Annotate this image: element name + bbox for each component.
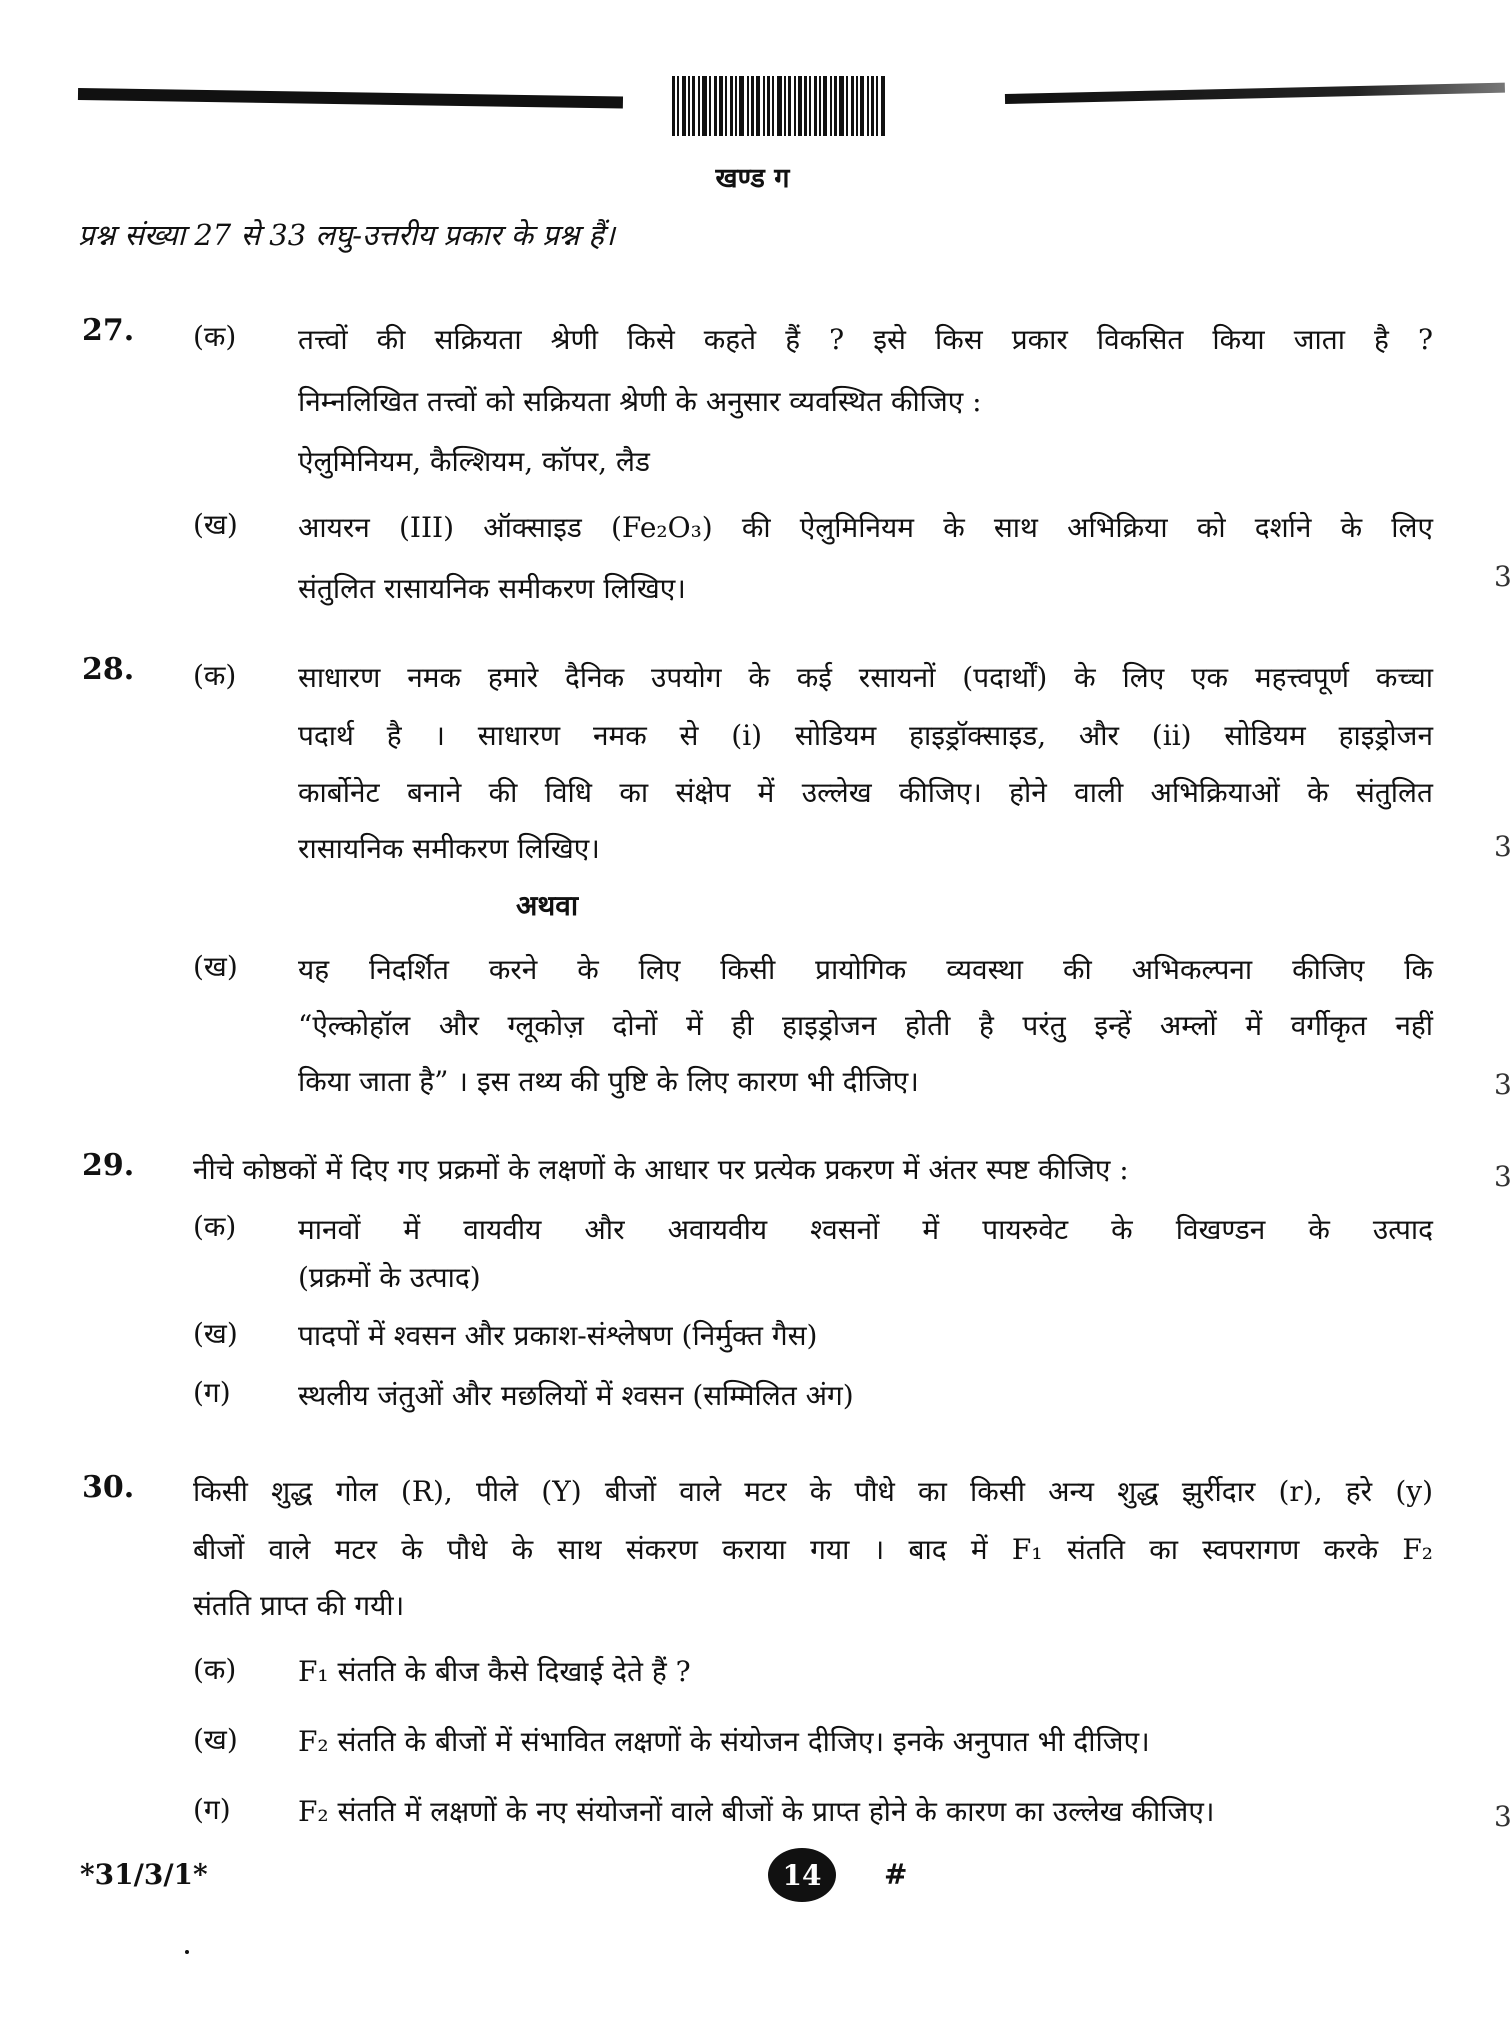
- q30-part-b-text: F₂ संतति के बीजों में संभावित लक्षणों के संयोजन दीजिए। इनके अनुपात भी दीजिए।: [298, 1725, 1150, 1758]
- header-rule-left: [78, 88, 623, 109]
- q29-part-a-line-2: (प्रक्रमों के उत्पाद): [298, 1261, 481, 1294]
- q28-part-b-line-3: किया जाता है” । इस तथ्य की पुष्टि के लिए कारण भी दीजिए।: [298, 1065, 919, 1098]
- q28-part-a-marks: 3: [1494, 830, 1512, 863]
- q29-part-b-label: (ख): [193, 1317, 238, 1350]
- page-number: 14: [782, 1858, 822, 1892]
- q27-part-b-label: (ख): [193, 508, 238, 541]
- q30-part-a-label: (क): [193, 1653, 237, 1686]
- q29-marks: 3: [1494, 1160, 1512, 1193]
- q30-stem-line-2: बीजों वाले मटर के पौधे के साथ संकरण कराया गया । बाद में F₁ संतति का स्वपरागण करके F₂: [193, 1533, 1433, 1566]
- q28-part-b-line-1: यह निदर्शित करने के लिए किसी प्रायोगिक व्यवस्था की अभिकल्पना कीजिए कि: [298, 953, 1433, 986]
- question-number-30: 30.: [82, 1470, 135, 1505]
- or-separator: अथवा: [516, 889, 579, 922]
- question-number-29: 29.: [82, 1148, 135, 1183]
- q30-part-a-text: F₁ संतति के बीज कैसे दिखाई देते हैं ?: [298, 1655, 691, 1688]
- q30-part-c-label: (ग): [193, 1793, 231, 1826]
- q29-part-a-line-1: मानवों में वायवीय और अवायवीय श्वसनों में पायरुवेट के विखण्डन के उत्पाद: [298, 1213, 1433, 1246]
- q30-part-c-text: F₂ संतति में लक्षणों के नए संयोजनों वाले बीजों के प्राप्त होने के कारण का उल्लेख कीजिए।: [298, 1795, 1215, 1828]
- hash-mark: #: [884, 1858, 908, 1891]
- section-title: खण्ड ग: [715, 163, 790, 194]
- q28-part-a-line-1: साधारण नमक हमारे दैनिक उपयोग के कई रसायनों (पदार्थों) के लिए एक महत्त्वपूर्ण कच्चा: [298, 661, 1433, 694]
- q28-part-a-line-2: पदार्थ है । साधारण नमक से (i) सोडियम हाइड्रॉक्साइड, और (ii) सोडियम हाइड्रोजन: [298, 719, 1433, 752]
- q29-part-c-text: स्थलीय जंतुओं और मछलियों में श्वसन (सम्मिलित अंग): [298, 1379, 854, 1412]
- q27-part-a-line-2: निम्नलिखित तत्त्वों को सक्रियता श्रेणी के अनुसार व्यवस्थित कीजिए :: [298, 385, 982, 418]
- q28-part-b-marks: 3: [1494, 1068, 1512, 1101]
- q28-part-b-label: (ख): [193, 950, 238, 983]
- barcode: [672, 76, 960, 136]
- section-intro: प्रश्न संख्या 27 से 33 लघु-उत्तरीय प्रकार के प्रश्न हैं।: [78, 218, 615, 252]
- q29-part-c-label: (ग): [193, 1376, 231, 1409]
- q29-stem: नीचे कोष्ठकों में दिए गए प्रक्रमों के लक्षणों के आधार पर प्रत्येक प्रकरण में अंतर स्पष्ट कीजिए :: [193, 1153, 1129, 1186]
- page-number-badge: [768, 1848, 836, 1902]
- question-number-28: 28.: [82, 652, 135, 687]
- q28-part-a-line-3: कार्बोनेट बनाने की विधि का संक्षेप में उल्लेख कीजिए। होने वाली अभिक्रियाओं के संतुलित: [298, 776, 1433, 809]
- q27-marks: 3: [1494, 560, 1512, 593]
- q27-part-a-line-3: ऐलुमिनियम, कैल्शियम, कॉपर, लैड: [298, 445, 650, 478]
- q30-stem-line-1: किसी शुद्ध गोल (R), पीले (Y) बीजों वाले मटर के पौधे का किसी अन्य शुद्ध झुर्रीदार (r), हरे (y): [193, 1475, 1433, 1508]
- q29-part-a-label: (क): [193, 1210, 237, 1243]
- q28-part-a-line-4: रासायनिक समीकरण लिखिए।: [298, 832, 600, 865]
- stray-dot: [185, 1950, 189, 1954]
- paper-code: *31/3/1*: [80, 1858, 208, 1891]
- q30-marks: 3: [1494, 1800, 1512, 1833]
- q29-part-b-text: पादपों में श्वसन और प्रकाश-संश्लेषण (निर्मुक्त गैस): [298, 1319, 818, 1352]
- q27-part-b-line-2: संतुलित रासायनिक समीकरण लिखिए।: [298, 572, 686, 605]
- question-number-27: 27.: [82, 313, 135, 348]
- header-rule-right: [1005, 83, 1505, 104]
- q27-part-a-label: (क): [193, 320, 237, 353]
- q28-part-a-label: (क): [193, 659, 237, 692]
- q27-part-b-line-1: आयरन (III) ऑक्साइड (Fe₂O₃) की ऐलुमिनियम के साथ अभिक्रिया को दर्शाने के लिए: [298, 511, 1433, 544]
- q30-stem-line-3: संतति प्राप्त की गयी।: [193, 1589, 405, 1622]
- q27-part-a-line-1: तत्त्वों की सक्रियता श्रेणी किसे कहते हैं ? इसे किस प्रकार विकसित किया जाता है ?: [298, 323, 1433, 356]
- q28-part-b-line-2: “ऐल्कोहॉल और ग्लूकोज़ दोनों में ही हाइड्रोजन होती है परंतु इन्हें अम्लों में वर्गीकृत नहीं: [298, 1009, 1433, 1042]
- q30-part-b-label: (ख): [193, 1723, 238, 1756]
